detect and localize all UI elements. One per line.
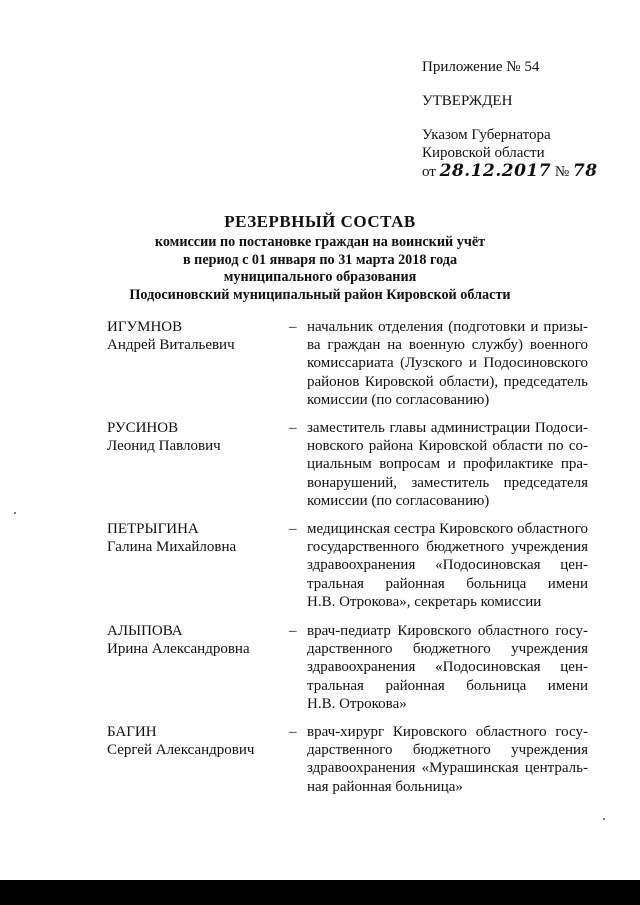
approval-header (422, 58, 622, 181)
position-line: врач-хирург Кировского областного госу- (307, 724, 588, 740)
handwritten-date: 28.12.2017 (439, 161, 552, 181)
member-given-name: Леонид Павлович (107, 438, 221, 454)
title-line-3: муниципального образования (223, 269, 417, 285)
position-line: государственного бюджетного учреждения (307, 539, 588, 556)
member-name (107, 419, 287, 455)
position-line: здравоохранения «Мурашинская централь- (307, 760, 588, 777)
approved-label: УТВЕРЖДЕН (422, 93, 513, 109)
member-position (307, 318, 588, 409)
dash-separator: – (289, 623, 297, 639)
member-given-name: Ирина Александровна (107, 641, 250, 657)
position-line: тральная районная больница имени (307, 575, 588, 592)
member-surname: АЛЫПОВА (107, 623, 183, 639)
title-main: РЕЗЕРВНЫЙ СОСТАВ (224, 212, 416, 231)
member-surname: БАГИН (107, 724, 157, 740)
date-prefix: от (422, 164, 436, 180)
position-line: Н.В. Отрокова» (307, 695, 407, 712)
member-surname: ПЕТРЫГИНА (107, 521, 199, 537)
handwritten-number: 78 (572, 161, 598, 181)
member-given-name: Галина Михайловна (107, 539, 237, 555)
position-line: районов Кировской области), председатель (307, 373, 588, 390)
position-line: циальным вопросам и профилактике пра- (307, 456, 588, 473)
position-line: новского района Кировской области по со- (307, 438, 588, 455)
member-position (307, 419, 588, 510)
decree-authority: Указом Губернатора (422, 127, 551, 143)
title-line-1: комиссии по постановке граждан на воинский учёт (154, 234, 486, 250)
position-line: здравоохранения «Подосиновская цен- (307, 659, 588, 676)
scan-bottom-edge (0, 880, 640, 905)
member-given-name: Андрей Витальевич (107, 337, 235, 353)
member-given-name: Сергей Александрович (107, 742, 255, 758)
position-line: здравоохранения «Подосиновская цен- (307, 557, 588, 574)
dash-separator: – (289, 521, 297, 537)
position-line: медицинская сестра Кировского областного (307, 521, 588, 537)
member-position (307, 723, 588, 796)
decree-region: Кировской области (422, 145, 545, 161)
scan-speck (14, 512, 16, 514)
position-line: ва граждан на военную службу) военного (307, 337, 588, 354)
member-surname: РУСИНОВ (107, 420, 179, 436)
member-name (107, 318, 287, 354)
position-line: Н.В. Отрокова», секретарь комиссии (307, 593, 542, 610)
position-line: вонарушений, заместитель председателя (307, 474, 588, 491)
dash-separator: – (289, 319, 297, 335)
member-name (107, 520, 287, 556)
position-line: дарственного бюджетного учреждения (307, 641, 588, 658)
title-line-2: в период с 01 января по 31 марта 2018 года (182, 251, 458, 268)
position-line: комиссариата (Лузского и Подосиновского (307, 355, 588, 372)
member-position (307, 622, 588, 713)
position-line: комиссии (по согласованию) (307, 391, 490, 408)
decree-date-line (422, 162, 622, 181)
dash-separator: – (289, 420, 297, 436)
number-sign: № (554, 164, 570, 180)
position-line: комиссии (по согласованию) (307, 492, 490, 509)
member-surname: ИГУМНОВ (107, 319, 183, 335)
title-line-4: Подосиновский муниципальный район Кировской области (129, 286, 511, 303)
position-line: дарственного бюджетного учреждения (307, 742, 588, 759)
position-line: тральная районная больница имени (307, 677, 588, 694)
document-title (0, 211, 640, 304)
dash-separator: – (289, 724, 297, 740)
scan-speck (603, 818, 605, 820)
member-name (107, 723, 287, 759)
member-name (107, 622, 287, 658)
position-line: заместитель главы администрации Подоси- (307, 420, 588, 436)
member-position (307, 520, 588, 611)
position-line: врач-педиатр Кировского областного госу- (307, 623, 588, 639)
appendix-number: Приложение № 54 (422, 59, 540, 75)
position-line: начальник отделения (подготовки и призы- (307, 319, 588, 335)
position-line: ная районная больница» (307, 778, 463, 795)
